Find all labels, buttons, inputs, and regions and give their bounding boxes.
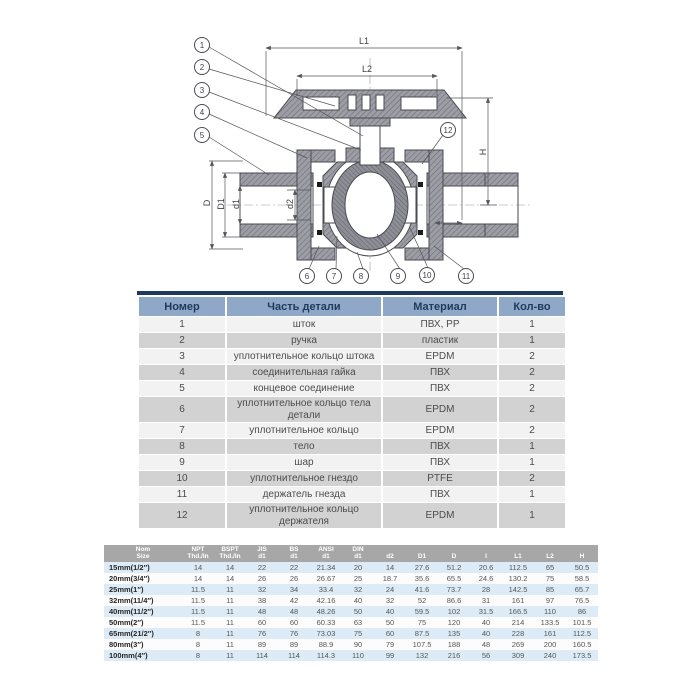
table-cell: 60 — [385, 628, 395, 638]
table-row — [104, 584, 598, 595]
table-cell: ПВХ — [383, 439, 497, 454]
table-cell: 100mm(4″) — [109, 650, 148, 660]
svg-text:2: 2 — [199, 63, 205, 72]
table-cell: уплотнительное кольцо тела детали — [227, 397, 381, 422]
column-header: d2 — [374, 545, 406, 562]
table-cell: 188 — [447, 639, 461, 649]
dimensions-section — [104, 545, 598, 661]
callout-12 — [441, 123, 456, 138]
table-row — [139, 471, 565, 486]
table-row — [139, 333, 565, 348]
table-row — [139, 487, 565, 502]
column-header: NPT Thd./In — [182, 545, 214, 562]
table-cell: 76.5 — [574, 595, 590, 605]
table-cell: 269 — [511, 639, 525, 649]
table-cell: 56 — [481, 650, 491, 660]
table-cell: 59.5 — [414, 606, 430, 616]
svg-text:8: 8 — [358, 272, 364, 281]
table-cell: 8 — [195, 650, 201, 660]
column-header: BS d1 — [278, 545, 310, 562]
table-cell: 73.03 — [316, 628, 336, 638]
table-cell: ПВХ — [383, 487, 497, 502]
callout-7 — [327, 269, 342, 284]
table-cell: 14 — [193, 562, 203, 572]
svg-text:10: 10 — [422, 271, 432, 280]
table-cell: 65.7 — [574, 584, 590, 594]
table-cell: уплотнительное кольцо — [227, 423, 381, 438]
table-cell: 90 — [353, 639, 363, 649]
table-cell: 33.4 — [318, 584, 334, 594]
navy-divider-bar — [137, 291, 563, 295]
table-cell: 2 — [499, 471, 565, 486]
table-row — [104, 606, 598, 617]
table-cell: EPDM — [383, 349, 497, 364]
table-cell: 31 — [481, 595, 491, 605]
table-cell: 107.5 — [412, 639, 432, 649]
table-cell: 38 — [257, 595, 267, 605]
table-cell: 2 — [499, 423, 565, 438]
table-cell: 11 — [226, 628, 234, 638]
table-cell: 86 — [577, 606, 587, 616]
table-cell: EPDM — [383, 423, 497, 438]
table-cell: 60.33 — [316, 617, 336, 627]
svg-text:5: 5 — [199, 131, 205, 140]
table-cell: 14 — [225, 562, 235, 572]
dim-label-i: I — [441, 211, 445, 221]
table-cell: 48 — [257, 606, 267, 616]
table-cell: 48 — [481, 639, 491, 649]
table-row — [139, 349, 565, 364]
dim-label-D: D — [202, 199, 212, 207]
table-row — [139, 455, 565, 470]
table-cell: 40mm(11/2″) — [109, 606, 154, 616]
table-cell: 161 — [511, 595, 525, 605]
table-cell: 21.34 — [316, 562, 336, 572]
dim-label-l2: L2 — [361, 64, 373, 74]
table-cell: 173.5 — [572, 650, 592, 660]
table-cell: 75 — [545, 573, 555, 583]
table-cell: 166.5 — [508, 606, 528, 616]
table-cell: концевое соединение — [227, 381, 381, 396]
table-cell: 11 — [226, 639, 234, 649]
table-cell: 130.2 — [508, 573, 528, 583]
table-cell: 1 — [499, 503, 565, 528]
table-cell: 99 — [385, 650, 395, 660]
table-cell: 11 — [226, 584, 234, 594]
parts-col-number: Номер — [139, 297, 225, 316]
column-header: JIS d1 — [246, 545, 278, 562]
table-cell: 60 — [289, 617, 299, 627]
table-row — [139, 423, 565, 438]
table-cell: 112.5 — [572, 628, 592, 638]
table-cell: 11 — [139, 487, 225, 502]
table-cell: 20 — [353, 562, 363, 572]
table-cell: 214 — [511, 617, 525, 627]
parts-table-header-row — [139, 297, 565, 316]
table-cell: 8 — [195, 628, 201, 638]
table-cell: 26 — [257, 573, 267, 583]
ball — [332, 160, 408, 250]
table-row — [104, 628, 598, 639]
callout-11 — [459, 269, 474, 284]
table-cell: 34 — [289, 584, 299, 594]
table-cell: 8 — [195, 639, 201, 649]
table-cell: 2 — [499, 381, 565, 396]
table-cell: 76 — [257, 628, 267, 638]
table-cell: 85 — [545, 584, 555, 594]
table-cell: 40 — [481, 628, 491, 638]
table-cell: 18.7 — [382, 573, 398, 583]
table-cell: 228 — [511, 628, 525, 638]
callout-1 — [195, 38, 210, 53]
table-cell: 11.5 — [190, 595, 206, 605]
parts-list-section — [137, 291, 563, 529]
table-cell: 25mm(1″) — [109, 584, 144, 594]
valve-technical-drawing — [185, 20, 555, 298]
table-cell: 11 — [226, 617, 234, 627]
table-cell: 40 — [385, 606, 395, 616]
table-cell: 26.67 — [316, 573, 336, 583]
table-cell: 40 — [481, 617, 491, 627]
table-cell: 2 — [499, 365, 565, 380]
svg-text:4: 4 — [199, 108, 205, 117]
table-cell: 112.5 — [508, 562, 528, 572]
stem — [346, 123, 394, 165]
callout-8 — [354, 269, 369, 284]
callout-4 — [195, 105, 210, 120]
table-cell: 97 — [545, 595, 555, 605]
table-cell: 32 — [385, 595, 395, 605]
callout-9 — [391, 269, 406, 284]
table-cell: пластик — [383, 333, 497, 348]
table-cell: 1 — [499, 317, 565, 332]
table-cell: 79 — [385, 639, 395, 649]
table-cell: 101.5 — [572, 617, 592, 627]
table-cell: 11.5 — [190, 606, 206, 616]
table-cell: шар — [227, 455, 381, 470]
table-cell: 7 — [139, 423, 225, 438]
dim-label-d1: d1 — [231, 198, 241, 210]
table-cell: 14 — [193, 573, 203, 583]
table-cell: держатель гнезда — [227, 487, 381, 502]
table-cell: 110 — [352, 650, 364, 660]
table-cell: 9 — [139, 455, 225, 470]
table-cell: 48.26 — [316, 606, 336, 616]
callout-10 — [420, 268, 435, 283]
table-cell: 50 — [353, 606, 363, 616]
table-cell: 11 — [226, 595, 234, 605]
table-cell: 40 — [353, 595, 363, 605]
table-cell: 14 — [225, 573, 235, 583]
table-cell: 20.6 — [478, 562, 494, 572]
table-cell: 114 — [256, 650, 268, 660]
table-cell: 80mm(3″) — [109, 639, 144, 649]
callout-2 — [195, 60, 210, 75]
table-cell: 28 — [481, 584, 491, 594]
table-row — [139, 381, 565, 396]
svg-text:1: 1 — [199, 41, 205, 50]
table-cell: 60 — [257, 617, 267, 627]
table-cell: ПВХ, PP — [383, 317, 497, 332]
table-row — [139, 317, 565, 332]
column-header: H — [566, 545, 598, 562]
table-cell: 24 — [385, 584, 395, 594]
callout-5 — [195, 128, 210, 143]
table-cell: 48 — [289, 606, 299, 616]
column-header: D1 — [406, 545, 438, 562]
svg-text:3: 3 — [199, 86, 205, 95]
table-cell: 26 — [289, 573, 299, 583]
table-cell: 200 — [543, 639, 557, 649]
table-cell: 25 — [353, 573, 363, 583]
table-cell: ПВХ — [383, 381, 497, 396]
column-header: DIN d1 — [342, 545, 374, 562]
table-cell: 161 — [543, 628, 557, 638]
table-row — [139, 439, 565, 454]
table-cell: 89 — [289, 639, 299, 649]
table-cell: 22 — [289, 562, 299, 572]
table-cell: PTFE — [383, 471, 497, 486]
table-cell: 1 — [499, 333, 565, 348]
table-cell: 133.5 — [540, 617, 560, 627]
table-cell: 42.16 — [316, 595, 336, 605]
table-cell: 41.6 — [414, 584, 430, 594]
table-cell: 114 — [288, 650, 300, 660]
table-cell: 65.5 — [446, 573, 462, 583]
table-row — [139, 365, 565, 380]
table-cell: 1 — [499, 455, 565, 470]
table-cell: 24.6 — [478, 573, 494, 583]
table-cell: 88.9 — [318, 639, 334, 649]
table-cell: 132 — [415, 650, 429, 660]
table-row — [139, 397, 565, 422]
table-cell: 50 — [385, 617, 395, 627]
table-cell: 11 — [226, 650, 234, 660]
table-cell: 3 — [139, 349, 225, 364]
table-cell: 51.2 — [446, 562, 462, 572]
table-cell: 102 — [447, 606, 461, 616]
table-cell: 114.3 — [316, 650, 336, 660]
table-cell: 4 — [139, 365, 225, 380]
table-cell: 15mm(1/2″) — [109, 562, 150, 572]
table-cell: ручка — [227, 333, 381, 348]
column-header: L1 — [502, 545, 534, 562]
table-cell: 86.6 — [446, 595, 462, 605]
dim-label-d2: d2 — [285, 198, 295, 210]
table-cell: 65 — [545, 562, 555, 572]
dimensions-table — [104, 545, 598, 661]
table-cell: 50.5 — [574, 562, 590, 572]
table-cell: уплотнительное кольцо держателя — [227, 503, 381, 528]
table-cell: 10 — [139, 471, 225, 486]
table-cell: уплотнительное кольцо штока — [227, 349, 381, 364]
table-cell: ПВХ — [383, 365, 497, 380]
column-header: Nom Size — [104, 545, 182, 562]
column-header: D — [438, 545, 470, 562]
table-cell: 160.5 — [572, 639, 592, 649]
table-row — [104, 573, 598, 584]
table-cell: 11.5 — [190, 584, 206, 594]
parts-col-material: Материал — [383, 297, 497, 316]
table-cell: 42 — [289, 595, 299, 605]
table-cell: 135 — [447, 628, 461, 638]
table-cell: 35.6 — [414, 573, 430, 583]
table-row — [104, 595, 598, 606]
table-cell: 73.7 — [446, 584, 462, 594]
table-cell: уплотнительное гнездо — [227, 471, 381, 486]
table-cell: 6 — [139, 397, 225, 422]
table-cell: 75 — [353, 628, 363, 638]
table-row — [104, 617, 598, 628]
table-row — [139, 503, 565, 528]
table-cell: 22 — [257, 562, 267, 572]
table-cell: 2 — [499, 349, 565, 364]
table-cell: 20mm(3/4″) — [109, 573, 150, 583]
callout-3 — [195, 83, 210, 98]
table-cell: 87.5 — [414, 628, 430, 638]
table-cell: 31.5 — [478, 606, 494, 616]
table-cell: 216 — [447, 650, 461, 660]
table-cell: 142.5 — [508, 584, 528, 594]
dimensions-table-header-row — [104, 545, 598, 562]
svg-text:7: 7 — [331, 272, 337, 281]
table-cell: 11.5 — [190, 617, 206, 627]
table-cell: 12 — [139, 503, 225, 528]
table-cell: 240 — [543, 650, 557, 660]
table-cell: 2 — [139, 333, 225, 348]
table-cell: 50mm(2″) — [109, 617, 144, 627]
table-cell: 63 — [353, 617, 363, 627]
table-cell: 1 — [499, 439, 565, 454]
svg-text:12: 12 — [443, 126, 453, 135]
table-row — [104, 650, 598, 661]
table-row — [104, 562, 598, 573]
table-cell: 75 — [417, 617, 427, 627]
table-cell: шток — [227, 317, 381, 332]
column-header: ANSI d1 — [310, 545, 342, 562]
table-cell: 58.5 — [574, 573, 590, 583]
table-cell: EPDM — [383, 397, 497, 422]
table-cell: 52 — [417, 595, 427, 605]
table-cell: EPDM — [383, 503, 497, 528]
table-cell: 8 — [139, 439, 225, 454]
table-cell: 309 — [511, 650, 525, 660]
dim-label-l1: L1 — [358, 36, 370, 46]
table-cell: 1 — [499, 487, 565, 502]
table-cell: 2 — [499, 397, 565, 422]
svg-text:6: 6 — [304, 272, 310, 281]
table-cell: 89 — [257, 639, 267, 649]
callout-6 — [300, 269, 315, 284]
table-cell: ПВХ — [383, 455, 497, 470]
dim-label-D1: D1 — [216, 198, 226, 210]
svg-text:11: 11 — [461, 272, 471, 281]
dim-label-h: H — [478, 148, 488, 156]
table-cell: 5 — [139, 381, 225, 396]
parts-col-qty: Кол-во — [499, 297, 565, 316]
table-cell: 110 — [544, 606, 556, 616]
table-cell: 76 — [289, 628, 299, 638]
table-cell: 11 — [226, 606, 234, 616]
table-cell: 120 — [447, 617, 461, 627]
parts-col-part: Часть детали — [227, 297, 381, 316]
column-header: I — [470, 545, 502, 562]
table-cell: 14 — [385, 562, 395, 572]
column-header: BSPT Thd./In — [214, 545, 246, 562]
table-cell: соединительная гайка — [227, 365, 381, 380]
table-cell: 32 — [257, 584, 267, 594]
table-cell: 32 — [353, 584, 363, 594]
parts-table — [137, 296, 567, 529]
svg-text:9: 9 — [395, 272, 401, 281]
table-cell: 27.6 — [414, 562, 430, 572]
table-cell: 65mm(21/2″) — [109, 628, 154, 638]
table-cell: тело — [227, 439, 381, 454]
table-cell: 1 — [139, 317, 225, 332]
table-cell: 32mm(11/4″) — [109, 595, 154, 605]
column-header: L2 — [534, 545, 566, 562]
table-row — [104, 639, 598, 650]
